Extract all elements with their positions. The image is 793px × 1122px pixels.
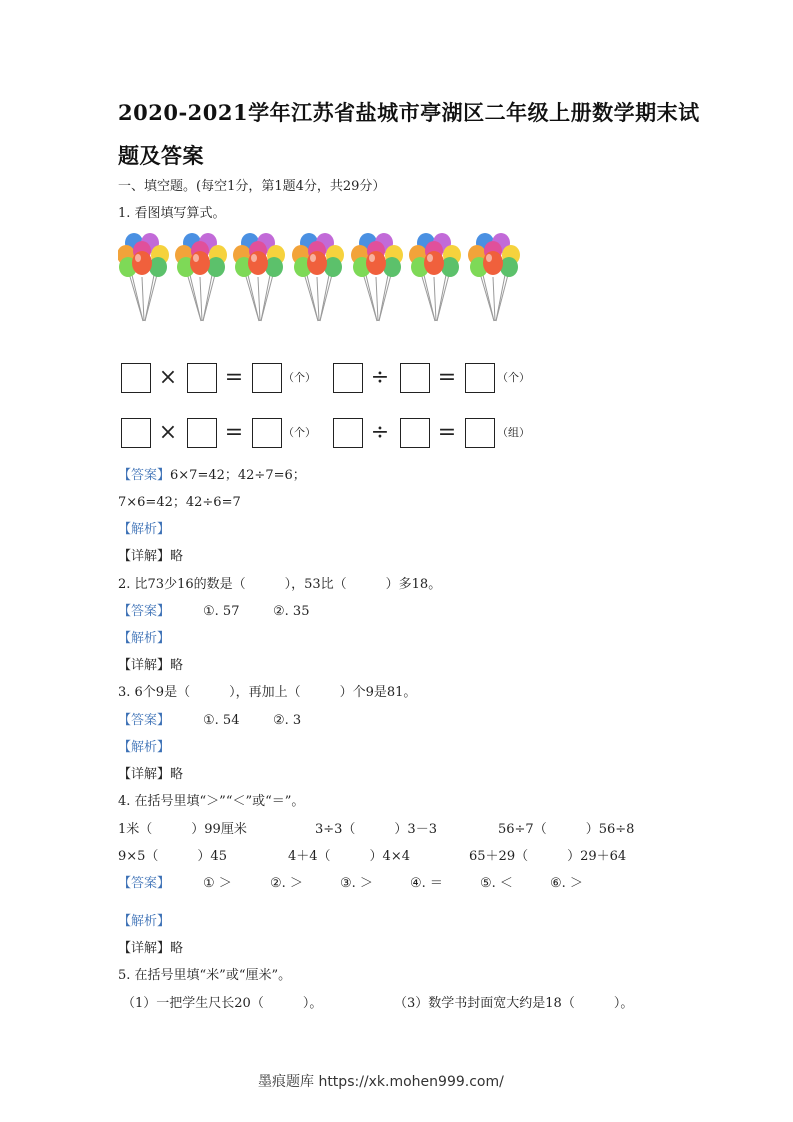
answer-box[interactable] [121, 418, 151, 448]
detail-text: 【详解】略 [118, 941, 184, 956]
equals-sign: = [224, 420, 244, 445]
detail-text: 【详解】略 [118, 658, 184, 673]
divide-sign: ÷ [370, 365, 390, 390]
answer-4-part: ⑤. ＜ [480, 876, 513, 891]
compare-item: 65＋29（ ）29＋64 [469, 849, 627, 864]
answer-box[interactable] [252, 363, 282, 393]
section-heading: 一、填空题。(每空1分，第1题4分，共29分） [118, 179, 386, 194]
balloon-group [175, 233, 227, 321]
answer-text: 6×7=42；42÷7=6； [170, 468, 306, 483]
answer-1-line2: 7×6=42；42÷6=7 [118, 495, 241, 510]
equals-sign: = [437, 365, 457, 390]
balloon-group [118, 233, 169, 321]
question-3: 3. 6个9是（ ），再加上（ ）个9是81。 [118, 685, 417, 700]
doc-title-line2: 题及答案 [118, 143, 204, 168]
question-5: 5. 在括号里填“米”或“厘米”。 [118, 968, 292, 983]
compare-item: 1米（ ）99厘米 [118, 822, 247, 837]
answer-box[interactable] [252, 418, 282, 448]
equals-sign: = [224, 365, 244, 390]
analysis-label: 【解析】 [118, 631, 171, 646]
balloons-illustration [118, 233, 538, 325]
analysis-label: 【解析】 [118, 522, 171, 537]
answer-1 [118, 467, 306, 485]
detail-text: 【详解】略 [118, 549, 184, 564]
balloon-group [409, 233, 461, 321]
doc-title-line1: 2020-2021学年江苏省盐城市亭湖区二年级上册数学期末试 [118, 100, 700, 125]
answer-box[interactable] [333, 363, 363, 393]
answer-2-part1: ①. 57 [203, 604, 240, 619]
answer-4-part: ②. ＞ [270, 876, 303, 891]
answer-box[interactable] [121, 363, 151, 393]
answer-4 [118, 875, 170, 893]
answer-3-part2: ②. 3 [273, 713, 302, 728]
answer-label: 【答案】 [118, 468, 171, 483]
answer-label: 【答案】 [118, 876, 171, 891]
question-5-item-3: （3）数学书封面宽大约是18（ ）。 [394, 996, 634, 1011]
footer-watermark: 墨痕题库 https://xk.mohen999.com/ [258, 1074, 504, 1090]
unit-label: （组） [497, 426, 530, 439]
compare-item: 56÷7（ ）56÷8 [498, 822, 635, 837]
detail-text: 【详解】略 [118, 767, 184, 782]
balloon-group [468, 233, 520, 321]
answer-4-part: ⑥. ＞ [550, 876, 583, 891]
unit-label: （个） [283, 371, 316, 384]
answer-label: 【答案】 [118, 604, 171, 619]
answer-box[interactable] [187, 418, 217, 448]
divide-sign: ÷ [370, 420, 390, 445]
balloon-group [351, 233, 403, 321]
compare-item: 9×5（ ）45 [118, 849, 227, 864]
answer-box[interactable] [465, 418, 495, 448]
answer-2 [118, 603, 170, 621]
unit-label: （个） [283, 426, 316, 439]
question-1: 1. 看图填写算式。 [118, 206, 226, 221]
analysis-label: 【解析】 [118, 914, 171, 929]
question-5-item-1: （1）一把学生尺长20（ ）。 [122, 996, 323, 1011]
answer-box[interactable] [333, 418, 363, 448]
analysis-label: 【解析】 [118, 740, 171, 755]
times-sign: × [158, 365, 178, 390]
compare-item: 3÷3（ ）3－3 [315, 822, 437, 837]
compare-item: 4＋4（ ）4×4 [288, 849, 410, 864]
equals-sign: = [437, 420, 457, 445]
answer-4-part: ① ＞ [203, 876, 232, 891]
answer-4-part: ④. ＝ [410, 876, 443, 891]
answer-2-part2: ②. 35 [273, 604, 310, 619]
times-sign: × [158, 420, 178, 445]
unit-label: （个） [497, 371, 530, 384]
answer-label: 【答案】 [118, 713, 171, 728]
balloon-group [233, 233, 285, 321]
balloon-group [292, 233, 344, 321]
answer-box[interactable] [400, 363, 430, 393]
answer-box[interactable] [400, 418, 430, 448]
question-2: 2. 比73少16的数是（ ），53比（ ）多18。 [118, 577, 442, 592]
answer-4-part: ③. ＞ [340, 876, 373, 891]
answer-box[interactable] [465, 363, 495, 393]
question-4: 4. 在括号里填“＞”“＜”或“＝”。 [118, 794, 305, 809]
answer-box[interactable] [187, 363, 217, 393]
answer-3-part1: ①. 54 [203, 713, 240, 728]
answer-3 [118, 712, 170, 730]
